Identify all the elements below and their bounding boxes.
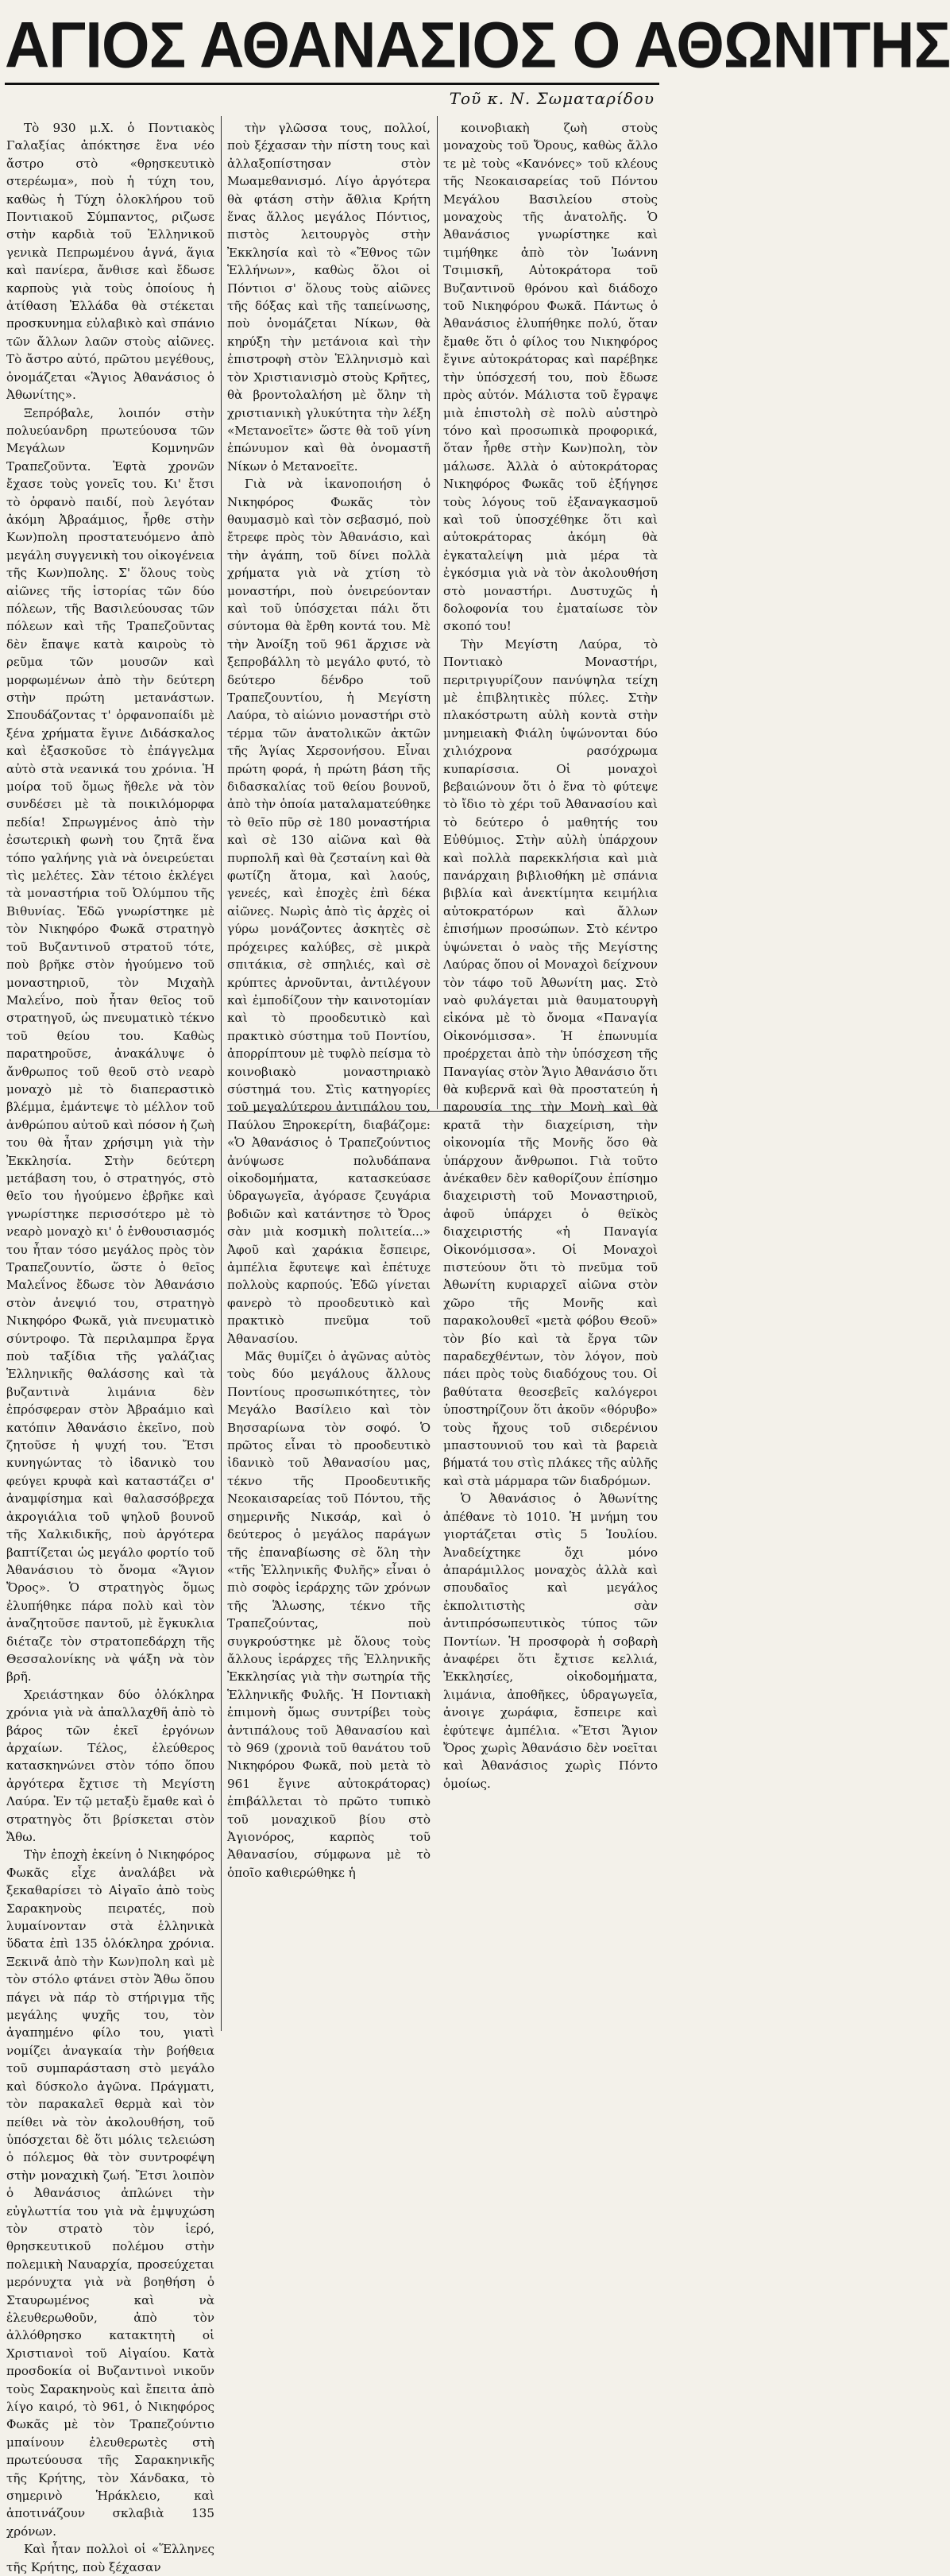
paragraph: Καὶ ἦταν πολλοὶ οἱ «Ἕλληνες τῆς Κρήτης, ποὺ ξέχασαν: [6, 2542, 214, 2574]
paragraph: Ξεπρόβαλε, λοιπόν στὴν πολυεύανδρη πρωτεύουσα τῶν Μεγάλων Κομνηνῶν Τραπεζοῦντα. Ἑφτὰ χρονῶν ἔχασε τοὺς γονεῖς του. Κι' ἔτσι τὸ ὀρφανὸ παιδί, ποὺ λεγόταν ἀκόμη Ἀβραάμιος, ἦρθε στὴν Κων)πολη προστατευόμενο ἀπὸ μεγάλη συγγενικὴ του οἰκογένεια τῆς Κων)πολης. Σ' ὅλους τοὺς αἰῶνες τῆς ἱστορίας τῶν δύο πόλεων, τῆς Βασιλεύουσας τῶν πόλεων καὶ τῆς Τραπεζοῦντας δὲν ἔπαψε κατὰ καιροὺς τὸ ρεῦμα τῶν μουσῶν καὶ μορφωμένων ἀπὸ τὴν δεύτερη στὴν πρώτη μετανάστων. Σπουδάζοντας τ' ὀρφανοπαίδι μὲ ξένα χρήματα ἔγινε Διδάσκαλος καὶ ἐξασκοῦσε τὸ ἐπάγγελμα αὐτὸ στὰ νεανικά του χρόνια. Ἡ μοίρα τοῦ ὅμως ἤθελε νὰ τὸν συνδέσει μὲ τὰ ποικιλόμορφα πεδία! Σπρωγμένος ἀπὸ τὴν ἐσωτερικὴ φωνὴ του ζητᾶ ἕνα τόπο γαλήνης γιὰ νὰ ὁνειρεύεται τὶς μελέτες. Σὰν τέτοιο ἐκλέγει τὰ μοναστήρια τοῦ Ὀλύμπου τῆς Βιθυνίας. Ἐδῶ γνωρίστηκε μὲ τὸν Νικηφόρο Φωκᾶ στρατηγὸ τοῦ Βυζαντινοῦ στρατοῦ τότε, ποὺ βρῆκε στὸν ἡγούμενο τοῦ μοναστηριοῦ, τὸν Μιχαὴλ Μαλεΐνο, ποὺ ἦταν θεῖος τοῦ στρατηγοῦ, ὡς πνευματικὸ τέκνο τοῦ θείου του. Καθὼς παρατηροῦσε, ἀνακάλυψε ὁ ἄνθρωπος τοῦ θεοῦ στὸ νεαρὸ μοναχὸ μὲ τὸ διαπεραστικὸ βλέμμα, ἐμάντεψε τὸ μέλλον τοῦ ἀνθρώπου αὐτοῦ καὶ πόσον ἡ ζωὴ του θὰ ἦταν χρήσιμη γιὰ τὴν Ἐκκλησία. Στὴν δεύτερη μετάβαση του, ὁ στρατηγός, στὸ θεῖο του ἡγούμενο ἐβρῆκε καὶ γνωρίστηκε περισσότερο μὲ τὸ νεαρὸ μοναχὸ κι' ὁ ἐνθουσιασμός του ἦταν τόσο μεγάλος πρὸς τὸν Τραπεζουντίο, ὥστε ὁ θεῖος Μαλεΐνος ἔδωσε τὸν Ἀθανάσιο στὸν ἀνεψιό του, στρατηγὸ Νικηφόρο Φωκᾶ, γιὰ πνευματικὸ σύντροφο. Τὰ περιλαμπρα ἔργα ποὺ ταξίδια τῆς γαλάζιας Ἑλληνικῆς θαλάσσης καὶ τὰ βυζαντινὰ λιμάνια δὲν ἐπρόσφεραν στὸν Ἀβραάμιο καὶ κατόπιν Ἀθανάσιο ἐκεῖνο, ποὺ ζητοῦσε ἡ ψυχή του. Ἔτσι κυνηγώντας τὸ ἰδανικὸ του φεύγει κρυφὰ καὶ καταστάζει σ' ἀναμφίσημα καὶ θαλασσόβρεχα ἀκρογιάλια τοῦ ψηλοῦ βουνοῦ τῆς Χαλκιδικῆς, ποὺ ἀργότερα βαπτίζεται ὡς μεγάλο φορτίο τοῦ Ἀθανάσιου τὸ ὄνομα «Ἅγιον Ὄρος». Ὁ στρατηγὸς ὅμως ἐλυπήθηκε πάρα πολὺ καὶ τὸν ἀναζητοῦσε παντοῦ, μὲ ἔγκυκλια διέταζε τὸν στρατοπεδάρχη τῆς Θεσσαλονίκης νὰ ψάξη νὰ τὸν βρῆ.: [6, 405, 214, 1684]
paragraph: Τὴν Μεγίστη Λαύρα, τὸ Ποντιακὸ Μοναστήρι, περιτριγυρίζουν πανύψηλα τείχη μὲ ἐπιβλητικὲς πύλες. Στὴν πλακόστρωτη αὐλὴ κοντὰ στὴν μνημειακὴ Φιάλη ὑψώνονται δύο χιλιόχρονα ρασόχρωμα κυπαρίσσια. Οἱ μοναχοὶ βεβαιώνουν ὅτι ὁ ἕνα τὸ φύτεψε τὸ ἴδιο τὸ χέρι τοῦ Ἀθανασίου καὶ τὸ δεύτερο ὁ μαθητής του Εὐθύμιος. Στὴν αὐλὴ ὑπάρχουν καὶ πολλὰ παρεκκλήσια καὶ μιὰ πανάρχαιη βιβλιοθήκη μὲ σπάνια βιβλία καὶ ἀνεκτίμητα κειμήλια αὐτοκρατόρων καὶ ἄλλων ἐπισήμων προσώπων. Στὸ κέντρο ὑψώνεται ὁ ναὸς τῆς Μεγίστης Λαύρας ὅπου οἱ Μοναχοὶ δείχνουν τὸν τάφο τοῦ Ἀθωνίτη μας. Στὸ ναὸ φυλάγεται μιὰ θαυματουργὴ εἰκόνα μὲ τὸ ὄνομα «Παναγία Οἰκονόμισσα». Ἡ ἐπωνυμία προέρχεται ἀπὸ τὴν ὑπόσχεση τῆς Παναγίας στὸν Ἅγιο Ἀθανάσιο ὅτι θὰ κυβερνᾶ καὶ θὰ προστατεύη ἡ παρουσία της τὴν Μονὴ καὶ θὰ κρατᾶ τὴν διαχείριση, τὴν οἰκονομία τῆς Μονῆς ὅσο θὰ ὑπάρχουν ἄνθρωποι. Γιὰ τοῦτο ἀνέκαθεν δὲν καθορίζουν ἐπίσημο διαχειριστὴ τοῦ Μοναστηριοῦ, ἀφοῦ ὑπάρχει ὁ θεϊκὸς διαχειριστής «ἡ Παναγία Οἰκονόμισσα». Οἱ Μοναχοὶ πιστεύουν ὅτι τὸ πνεῦμα τοῦ Ἀθωνίτη κυριαρχεῖ αἰῶνα στὸν χῶρο τῆς Μονῆς καὶ παρακολουθεῖ «μετὰ φόβου Θεοῦ» τὸν βίο καὶ τὰ ἔργα τῶν παραδεχθέντων, τὸν λόγον, ποὺ πάει πρὸς τοὺς διαδόχους του. Οἱ βαθύτατα θεοσεβεῖς καλόγεροι ὑποστηρίζουν ὅτι ἀκοῦν «θόρυβο» τοὺς ἤχους τοῦ σιδερένιου μπαστουνιοῦ του καὶ τὰ βαρειὰ βήματά του στὶς πλάκες τῆς αὐλῆς καὶ στὰ μάρμαρα τῶν διαδρόμων.: [443, 636, 658, 1488]
paragraph: Γιὰ νὰ ἱκανοποιήση ὁ Νικηφόρος Φωκᾶς τὸν θαυμασμὸ καὶ τὸν σεβασμό, ποὺ ἔτρεφε πρὸς τὸν Ἀθανάσιο, καὶ τὴν ἀγάπη, τοῦ δίνει πολλὰ χρήματα γιὰ νὰ χτίση τὸ μοναστήρι, ποὺ ὀνειρεύονταν καὶ τοῦ ὑπόσχεται πάλι ὅτι σύντομα θὰ ἔρθη κοντά του. Μὲ τὴν Ἀνοίξη τοῦ 961 ἄρχισε νὰ ξεπροβάλλη τὸ μεγάλο φυτό, τὸ δεύτερο δένδρο τοῦ Τραπεζουντίου, ἡ Μεγίστη Λαύρα, τὸ αἰώνιο μοναστήρι στὸ τέρμα τῶν ἀνατολικῶν ἀκτῶν τῆς Ἁγίας Χερσονήσου. Εἶναι πρώτη φορά, ἡ πρώτη βάση τῆς διδασκαλίας τοῦ θείου βουνοῦ, ἀπὸ τὴν ὁποία ματαλαματεύθηκε τὸ θεῖο πῦρ σὲ 180 μοναστήρια καὶ σὲ 130 αἰῶνα καὶ θὰ πυρπολῆ καὶ θὰ ζεσταίνη καὶ θὰ φωτίζη ἄτομα, καὶ λαούς, γενεές, καὶ ἐποχὲς ἐπὶ δέκα αἰῶνες. Νωρὶς ἀπὸ τὶς ἀρχὲς οἱ γύρω μονάζοντες ἀσκητὲς σὲ πρόχειρες καλύβες, σὲ μικρὰ σπιτάκια, σὲ σπηλιές, καὶ σὲ κρύπτες ἀρνοῦνται, ἀντιλέγουν καὶ ἐμποδίζουν τὴν καινοτομίαν καὶ τὸ προοδευτικὸ καὶ πρακτικὸ σύστημα τοῦ Ποντίου, ἀπορρίπτουν μὲ τυφλὸ πείσμα τὸ κοινοβιακὸ μοναστηριακὸ σύστημά του. Στὶς κατηγορίες τοῦ μεγαλύτερου ἀντιπάλου του, Παύλου Ξηροκερίτη, διαβάζομε: «Ὁ Ἀθανάσιος ὁ Τραπεζούντιος ἀνύψωσε πολυδάπανα οἰκοδομήματα, κατασκεύασε ὑδραγωγεῖα, ἀγόρασε ζευγάρια βοδιῶν καὶ κατάντησε τὸ Ὄρος σὰν μιὰ κοσμικὴ πολιτεία...» Ἀφοῦ καὶ χαράκια ἔσπειρε, ἀμπέλια ἔφυτεψε καὶ ἐπέτυχε πολλοὺς καρπούς. Ἐδῶ γίνεται φανερὸ τὸ προοδευτικὸ καὶ πρακτικὸ πνεῦμα τοῦ Ἀθανασίου.: [227, 477, 431, 1346]
article-column-1: [6, 119, 214, 2574]
paragraph: Ὁ Ἀθανάσιος ὁ Ἀθωνίτης ἀπέθανε τὸ 1010. Ἡ μνήμη του γιορτάζεται στὶς 5 Ἰουλίου. Ἀναδείχτηκε ὄχι μόνο ἀπαράμιλλος μοναχὸς ἀλλὰ καὶ σπουδαῖος καὶ μεγάλος ἐκπολιτιστὴς σὰν ἀντιπρόσωπευτικὸς τύπος τῶν Ποντίων. Ἡ προσφορὰ ἡ σοβαρὴ ἀναφέρει ὅτι ἔχτισε κελλιά, Ἐκκλησίες, οἰκοδομήματα, λιμάνια, ἀποθῆκες, ὑδραγωγεῖα, ἀνοιγε χωράφια, ἔσπειρε καὶ ἐφύτεψε ἀμπέλια. «Ἔτσι Ἅγιον Ὄρος χωρὶς Ἀθανάσιο δὲν νοεῖται καὶ Ἀθανάσιος χωρὶς Πόντο ὁμοίως.: [443, 1491, 658, 1791]
article-headline: ΑΓΙΟΣ ΑΘΑΝΑΣΙΟΣ Ο ΑΘΩΝΙΤΗΣ: [5, 7, 950, 82]
paragraph: Τὴν ἐποχὴ ἐκείνη ὁ Νικηφόρος Φωκᾶς εἶχε ἀναλάβει νὰ ξεκαθαρίσει τὸ Αἰγαῖο ἀπὸ τοὺς Σαρακηνοὺς πειρατές, ποὺ λυμαίνονταν στὰ ἑλληνικὰ ὕδατα ἐπὶ 135 ὁλόκληρα χρόνια. Ξεκινᾶ ἀπὸ τὴν Κων)πολη καὶ μὲ τὸν στόλο φτάνει στὸν Ἄθω ὅπου πάγει νὰ πάρ τὸ στήριγμα τῆς μεγάλης ψυχῆς του, τὸν ἀγαπημένο φίλο του, γιατὶ νομίζει ἀναγκαία τὴν βοήθεια τοῦ συμπαράσταση στὸ μεγάλο καὶ δύσκολο ἀγῶνα. Πράγματι, τὸν παρακαλεῖ θερμὰ καὶ τὸν πείθει νὰ τὸν ἀκολουθήση, τοῦ ὑπόσχεται δὲ ὅτι μόλις τελειώση ὁ πόλεμος θὰ τὸν συντροφέψη στὴν μοναχικὴ ζωή. Ἔτσι λοιπὸν ὁ Ἀθανάσιος ἀπλώνει τὴν εὐγλωττία του γιὰ νὰ ἐμψυχώση τὸν στρατὸ τὸν ἱερό, θρησκευτικοῦ πολέμου στὴν πολεμικὴ Ναυαρχία, προσεύχεται μερόνυχτα γιὰ νὰ βοηθήση ὁ Σταυρωμένος καὶ νὰ ἐλευθερωθοῦν, ἀπὸ τὸν ἀλλόθρησκο κατακτητὴ οἱ Χριστιανοὶ τοῦ Αἰγαίου. Κατὰ προσδοκία οἱ Βυζαντινοὶ νικοῦν τοὺς Σαρακηνοὺς καὶ ἔπειτα ἀπὸ λίγο καιρό, τὸ 961, ὁ Νικηφόρος Φωκᾶς μὲ τὸν Τραπεζούντιο μπαίνουν ἐλευθερωτὲς στὴ πρωτεύουσα τῆς Σαρακηνικῆς τῆς Κρήτης, τὸν Χάνδακα, τὸ σημερινὸ Ἡράκλειο, καὶ ἀποτινάζουν σκλαβιὰ 135 χρόνων.: [6, 1847, 214, 2539]
paragraph: Μᾶς θυμίζει ὁ ἀγῶνας αὐτὸς τοὺς δύο μεγάλους ἄλλους Ποντίους προσωπικότητες, τὸν Μεγάλο Βασίλειο καὶ τὸν Βησσαρίωνα τὸν σοφό. Ὁ πρῶτος εἶναι τὸ προοδευτικὸ ἰδανικὸ τοῦ Ἀθανασίου μας, τέκνο τῆς Προοδευτικῆς Νεοκαισαρείας τοῦ Πόντου, τῆς σημερινῆς Νικσάρ, καὶ ὁ δεύτερος ὁ μεγάλος παράγων τῆς ἐπαναβίωσης σὲ ὅλη τὴν «τῆς Ἑλληνικῆς Φυλῆς» εἶναι ὁ πιὸ σοφὸς ἱεράρχης τῶν χρόνων τῆς Ἅλωσης, τέκνο τῆς Τραπεζούντας, ποὺ συγκρούστηκε μὲ ὅλους τοὺς ἄλλους ἱεράρχες τῆς Ἑλληνικῆς Ἐκκλησίας γιὰ τὴν σωτηρία τῆς Ἑλληνικῆς Φυλῆς. Ἡ Ποντιακὴ ἐπιμονὴ ὅμως συντρίβει τοὺς ἀντιπάλους τοῦ Ἀθανασίου καὶ τὸ 969 (χρονιὰ τοῦ θανάτου τοῦ Νικηφόρου Φωκᾶ, ποὺ μετὰ τὸ 961 ἔγινε αὐτοκράτορας) ἐπιβάλλεται τὸ πρῶτο τυπικὸ τοῦ μοναχικοῦ βίου στὸ Ἀγιονόρος, καρπὸς τοῦ Ἀθανασίου, σύμφωνα μὲ τὸ ὁποῖο καθιερώθηκε ἡ: [227, 1349, 431, 1880]
paragraph: κοινοβιακὴ ζωὴ στοὺς μοναχοὺς τοῦ Ὄρους, καθὼς ἄλλο τε μὲ τοὺς «Κανόνες» τοῦ κλέους τῆς Νεοκαισαρείας τοῦ Πόντου Μεγάλου Βασιλείου στοὺς μοναχοὺς τῆς ἀνατολῆς. Ὁ Ἀθανάσιος γνωρίστηκε καὶ τιμήθηκε ἀπὸ τὸν Ἰωάννη Τσιμισκῆ, Αὐτοκράτορα τοῦ Βυζαντινοῦ θρόνου καὶ διάδοχο τοῦ Νικηφόρου Φωκᾶ. Πάντως ὁ Ἀθανάσιος ἐλυπήθηκε πολύ, ὅταν ἔμαθε ὅτι ὁ φίλος του Νικηφόρος ἔγινε αὐτοκράτορας καὶ παρέβηκε τὴν ὑπόσχεσή του, ποὺ ἔδωσε πρὸς αὐτόν. Μάλιστα τοῦ ἔγραψε μιὰ ἐπιστολὴ σὲ πολὺ αὐστηρὸ τόνο καὶ προσωπικὰ προφορικά, ὅταν ἦρθε στὴν Κων)πολη, τὸν μάλωσε. Ἀλλὰ ὁ αὐτοκράτορας Νικηφόρος Φωκᾶς τοῦ ἐξήγησε τοὺς λόγους τοῦ ἐξαναγκασμοῦ καὶ τοῦ ὑποσχέθηκε ὅτι καὶ αὐτοκράτορας ἀκόμη θὰ ἐγκαταλείψη μιὰ μέρα τὰ ἐγκόσμια γιὰ νὰ τὸν ἀκολουθήση στὸ μοναστήρι. Δυστυχῶς ἡ δολοφονία του ἐματαίωσε τὸν σκοπό του!: [443, 121, 658, 634]
paragraph: Τὸ 930 μ.Χ. ὁ Ποντιακὸς Γαλαξίας ἀπόκτησε ἕνα νέο ἄστρο στὸ «θρησκευτικὸ στερέωμα», ποὺ ἡ τύχη του, καθὼς ἡ Τύχη ὁλοκλήρου τοῦ Ποντιακοῦ Σύμπαντος, ριζωσε στὴν καρδιὰ τοῦ Ἑλληνικοῦ γενικὰ Πεπρωμένου ἁγνά, ἅγια καὶ πανίερα, ἄνθισε καὶ ἔδωσε καρποὺς γιὰ τοὺς ὁποίους ἡ ἀτίθαση Ἑλλάδα θὰ στέκεται προσκυνημα εὐλαβικὸ καὶ σπάνιο τῶν ἄλλων λαῶν στοὺς αἰῶνες. Τὸ ἄστρο αὐτό, πρῶτου μεγέθους, ὀνομάζεται «Ἅγιος Ἀθανάσιος ὁ Ἀθωνίτης».: [6, 121, 214, 403]
column-divider-2: [437, 116, 438, 1109]
article-column-3: [443, 119, 658, 1791]
paragraph: Χρειάστηκαν δύο ὁλόκληρα χρόνια γιὰ νὰ ἀπαλλαχθῆ ἀπὸ τὸ βάρος τῶν ἐκεῖ ἐργόνων ἀρχαίων. Τέλος, ἐλεύθερος κατασκηνώνει στὸν τόπο ὅπου ἀργότερα ἔχτισε τὴ Μεγίστη Λαύρα. Ἐν τῷ μεταξὺ ἔμαθε καὶ ὁ στρατηγὸς ὅτι βρίσκεται στὸν Ἄθω.: [6, 1687, 214, 1844]
headline-rule: [5, 83, 659, 85]
article-end-rule: [227, 1111, 658, 1112]
article-column-2: [227, 119, 431, 1880]
column-divider-1: [221, 116, 222, 2031]
paragraph: τὴν γλῶσσα τους, πολλοί, ποὺ ξέχασαν τὴν πίστη τους καὶ ἀλλαξοπίστησαν στὸν Μωαμεθανισμό. Λίγο ἀργότερα θὰ φτάση στὴν ἄθλια Κρήτη ἕνας ἄλλος μεγάλος Πόντιος, πιστὸς λειτουργὸς στὴν Ἐκκλησία καὶ τὸ «Ἔθνος τῶν Ἑλλήνων», καθὼς ὅλοι οἱ Πόντιοι σ' ὅλους τοὺς αἰῶνες τῆς δόξας καὶ τῆς ταπείνωσης, ποὺ ὀνομάζεται Νίκων, θὰ κηρύξη τὴν μετάνοια καὶ τὴν ἐπιστροφὴ στὸν Ἑλληνισμὸ καὶ τὸν Χριστιανισμὸ στοὺς Κρῆτες, θὰ βροντολαλήση μὲ ὅλην τὴ χριστιανικὴ γλυκύτητα τὴν λέξη «Μετανοεῖτε» ὥστε θὰ τοῦ γίνη ἐπώνυμον καὶ θὰ ὀνομαστῆ Νίκων ὁ Μετανοεῖτε.: [227, 121, 431, 474]
article-byline: Τοῦ κ. Ν. Σωματαρίδου: [449, 89, 655, 108]
